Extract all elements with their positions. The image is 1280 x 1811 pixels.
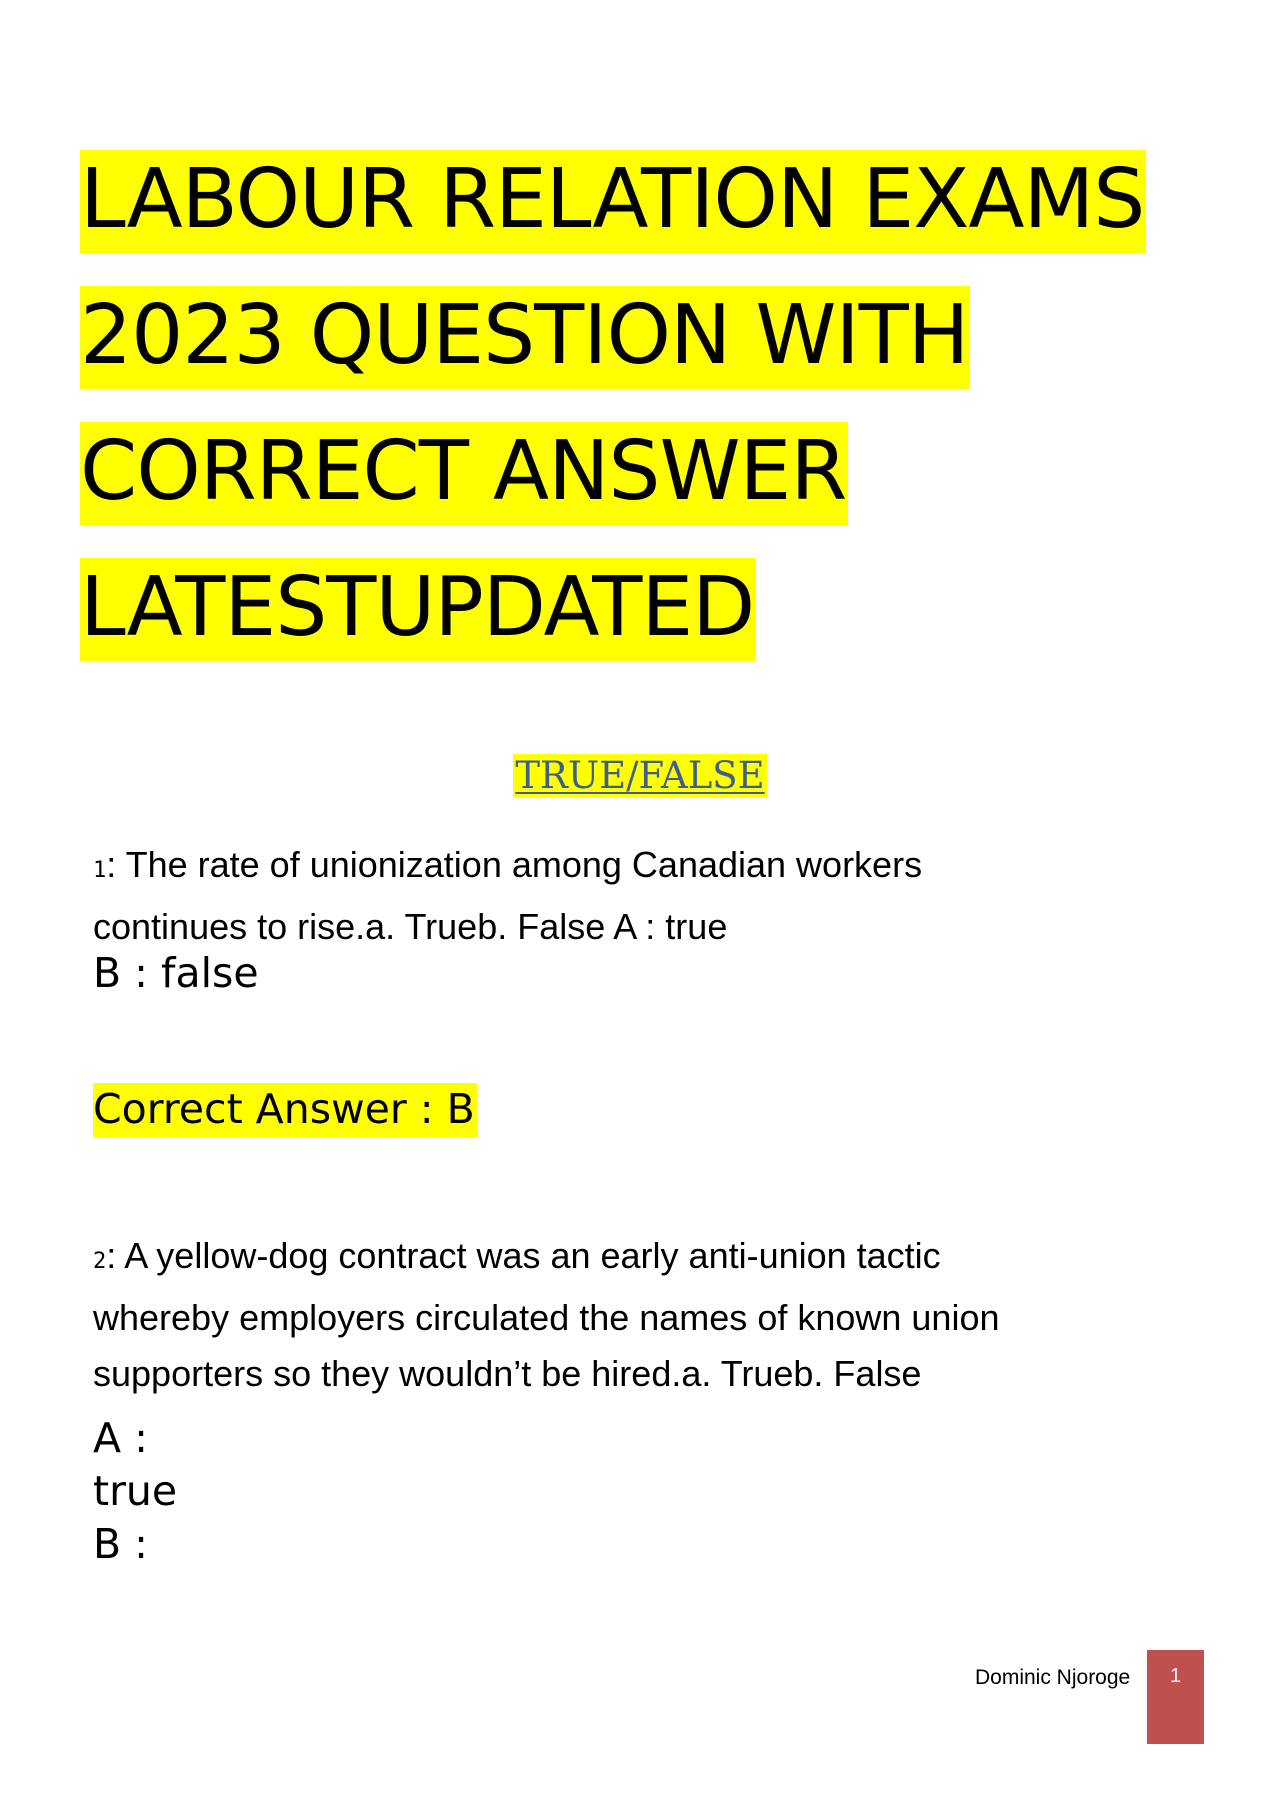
question-2-line-1: 2: A yellow-dog contract was an early anti-union tactic: [93, 1235, 941, 1276]
page-number-box: [1147, 1650, 1204, 1744]
question-1-option-b: B : false: [93, 949, 259, 997]
question-2-line-3: supporters so they wouldn’t be hired.a. Trueb. False: [93, 1353, 922, 1394]
question-number: 2: [93, 1249, 107, 1274]
title-line: CORRECT ANSWER: [80, 404, 1210, 540]
question-2-option-a-value: true: [93, 1467, 178, 1515]
section-heading: [0, 752, 1280, 800]
question-number: 1: [93, 858, 107, 883]
title-line: LATESTUPDATED: [80, 540, 1210, 676]
question-2-option-b-label: B :: [93, 1520, 148, 1568]
section-heading-link[interactable]: TRUE/FALSE: [515, 754, 765, 797]
page-number: 1: [1169, 1665, 1182, 1687]
question-1-line-2: continues to rise.a. Trueb. False A : true: [93, 906, 728, 947]
title-line: LABOUR RELATION EXAMS: [80, 132, 1210, 268]
question-2: [93, 1228, 1143, 1402]
question-2-line-2: whereby employers circulated the names of known union: [93, 1297, 1000, 1338]
question-1-line-1: 1: The rate of unionization among Canadian workers: [93, 844, 923, 885]
question-2-option-a-label: A :: [93, 1414, 148, 1462]
footer-author: Dominic Njoroge: [975, 1666, 1131, 1689]
question-1-correct-answer: Correct Answer : B: [93, 1082, 477, 1136]
question-2-options: [93, 1412, 177, 1571]
document-title: [80, 132, 1210, 676]
title-line: 2023 QUESTION WITH: [80, 268, 1210, 404]
question-1: [93, 837, 1143, 955]
